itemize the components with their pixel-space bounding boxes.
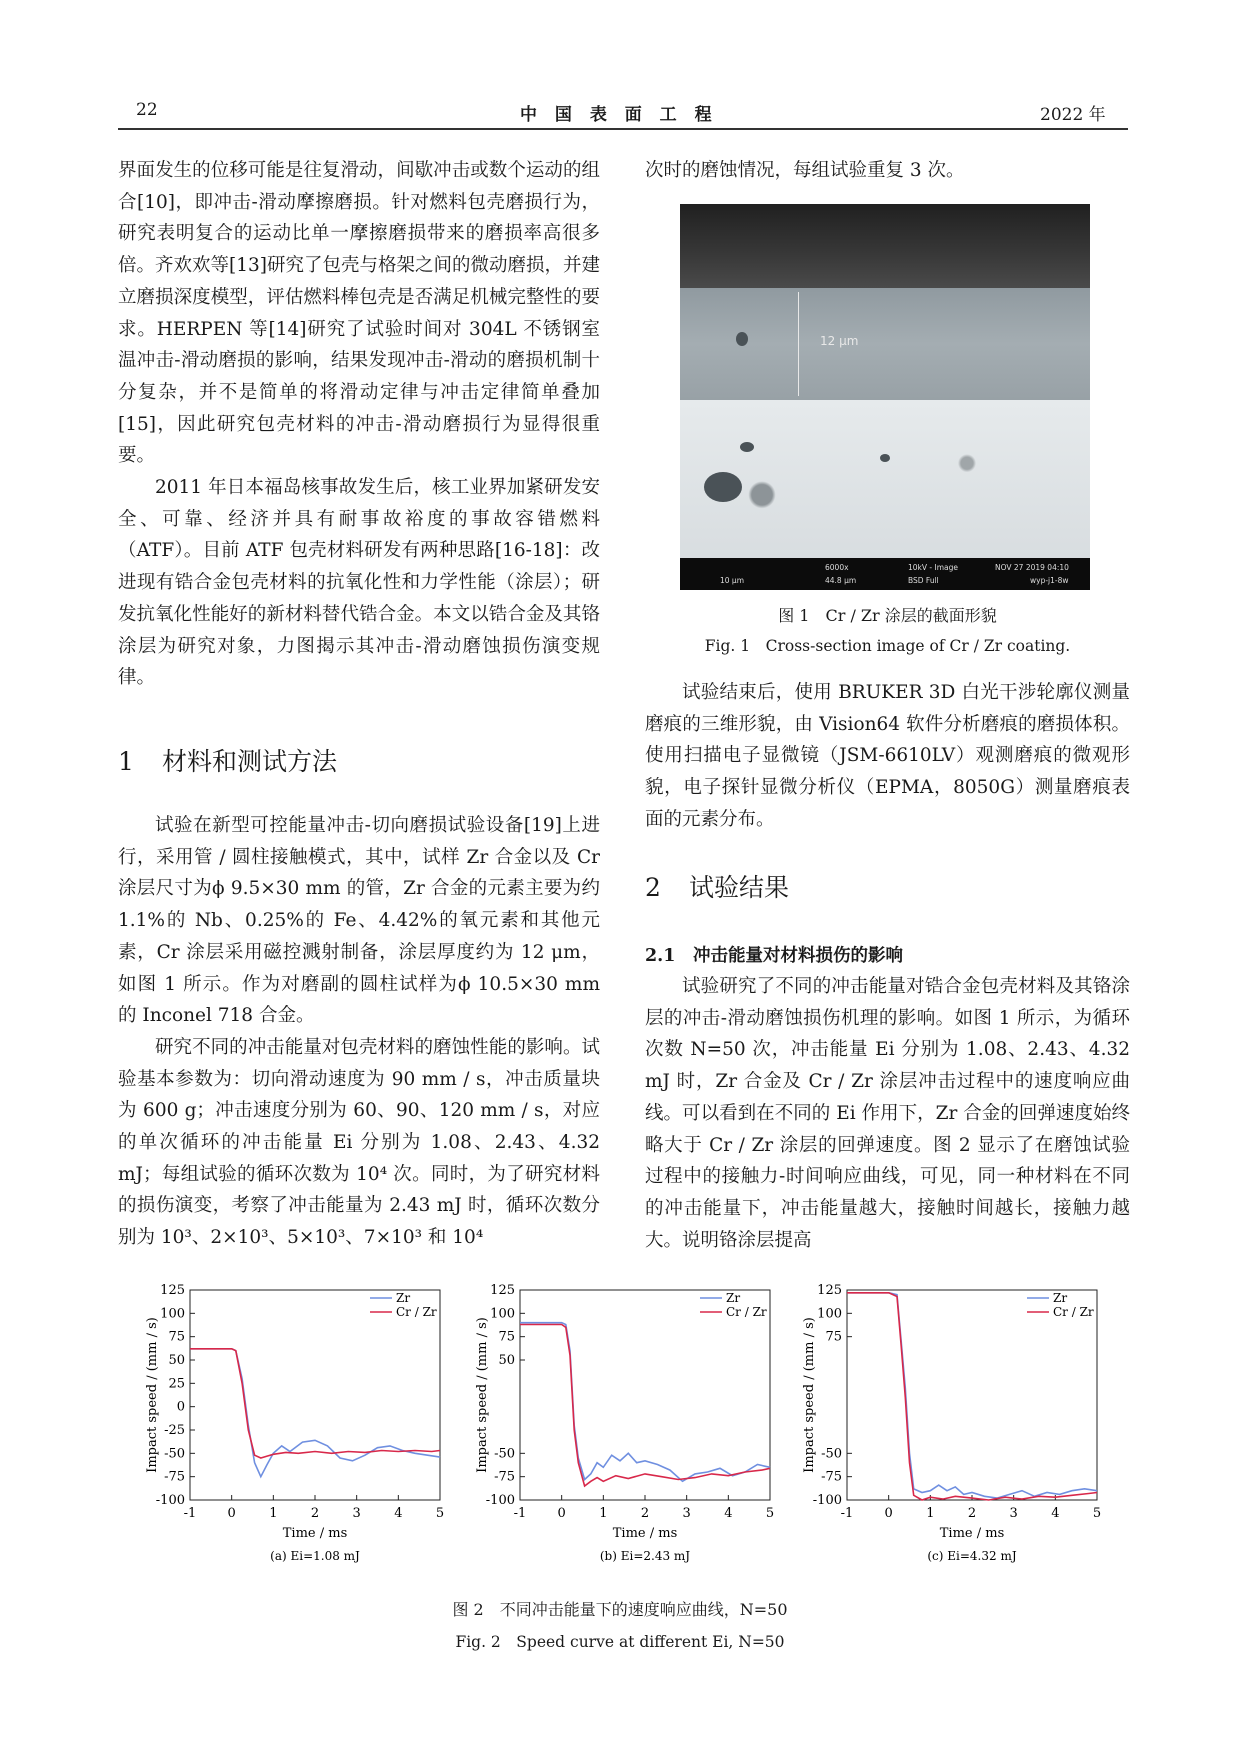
fig1-caption-cn: 图 1 Cr / Zr 涂层的截面形貌 [778,606,997,625]
y-tick-label: -75 [821,1469,842,1485]
sem-zr-substrate-layer [680,400,1090,558]
y-tick-label: 100 [490,1306,515,1322]
paragraph: 界面发生的位移可能是往复滑动，间歇冲击或数个运动的组合[10]，即冲击-滑动摩擦磨损。针对燃料包壳磨损行为，研究表明复合的运动比单一摩擦磨损带来的磨损率高很多倍。齐欢欢等[13]研究了包壳与格架之间的微动磨损，并建立磨损深度模型，评估燃料棒包壳是否满足机械完整性的要求。HERPEN 等[14]研究了试验时间对 304L 不锈钢室温冲击-滑动磨损的影响，结果发现冲击-滑动的磨损机制十分复杂，并不是简单的将滑动定律与冲击定律简单叠加[15]，因此研究包壳材料的冲击-滑动磨损行为显得很重要。 [118,160,600,467]
sem-magnification: 6000x [825,563,849,572]
paragraph: 试验研究了不同的冲击能量对锆合金包壳材料及其铬涂层的冲击-滑动磨蚀损伤机理的影响。如图 1 所示，为循环次数 N=50 次，冲击能量 Ei 分别为 1.08、2.43、4.32 mJ 时，Zr 合金及 Cr / Zr 涂层冲击过程中的速度响应曲线。可以看到在不同的 Ei 作用下，Zr 合金的回弹速度始终略大于 Cr / Zr 涂层的回弹速度。图 2 显示了在磨蚀试验过程中的接触力-时间响应曲线，可见，同一种材料在不同的冲击能量下，冲击能量越大，接触时间越长，接触力越大。说明铬涂层提高 [645,976,1130,1251]
header-rule [118,128,1128,130]
chart-svg [470,1280,800,1580]
y-axis-label: Impact speed / (mm / s) [475,1317,490,1473]
y-tick-label: -50 [164,1446,185,1462]
sem-id: wyp-j1-8w [1030,576,1069,585]
paragraph: 2011 年日本福岛核事故发生后，核工业界加紧研发安全、可靠、经济并具有耐事故裕度的事故容错燃料（ATF）。目前 ATF 包壳材料研发有两种思路[16-18]：改进现有锆合金包壳材料的抗氧化性和力学性能（涂层）；研发抗氧化性能好的新材料替代锆合金。本文以锆合金及其铬涂层为研究对象，力图揭示其冲击-滑动磨蚀损伤演变规律。 [118,477,600,689]
x-axis-label: Time / ms [939,1526,1005,1541]
year: 2022 年 [1040,105,1106,125]
sem-scalebar: 10 μm [720,576,745,585]
paragraph: 试验在新型可控能量冲击-切向磨损试验设备[19]上进行，采用管 / 圆柱接触模式，其中，试样 Zr 合金以及 Cr 涂层尺寸为ϕ 9.5×30 mm 的管，Zr 合金的元素主要为约 1.1%的 Nb、0.25%的 Fe、4.42%的氧元素和其他元素，Cr 涂层采用磁控溅射制备，涂层厚度约为 12 μm，如图 1 所示。作为对磨副的圆柱试样为ϕ 10.5×30 mm 的 Inconel 718 合金。 [118,815,600,1027]
page-number: 22 [136,100,158,120]
fig2-caption-cn: 图 2 不同冲击能量下的速度响应曲线，N=50 [452,1600,788,1619]
y-tick-label: -75 [164,1469,185,1485]
x-tick-label: 4 [724,1506,733,1521]
thickness-marker [798,292,799,396]
x-tick-label: -1 [183,1506,197,1521]
series-line-crzr [847,1293,1097,1500]
y-tick-label: -75 [494,1469,515,1485]
x-tick-label: 1 [599,1506,608,1521]
y-axis-label: Impact speed / (mm / s) [145,1317,160,1473]
right-column-top [645,155,1130,187]
x-tick-label: 1 [926,1506,935,1521]
y-tick-label: -25 [164,1423,185,1438]
sem-defect [736,332,748,346]
left-column-text-2 [118,810,600,1254]
y-tick-label: 125 [817,1283,842,1298]
legend-label: Zr [396,1291,411,1305]
x-tick-label: 2 [967,1506,977,1521]
chart-svg [797,1280,1127,1580]
section-title: 材料和测试方法 [162,747,338,776]
x-tick-label: 0 [227,1506,236,1521]
legend-label: Zr [726,1291,741,1305]
x-tick-label: 3 [682,1506,691,1521]
y-tick-label: 75 [498,1329,515,1345]
y-tick-label: 25 [168,1376,185,1392]
series-line-zr [847,1293,1097,1498]
x-tick-label: 1 [269,1506,278,1521]
chart-subtitle: (b) Ei=2.43 mJ [599,1549,691,1563]
sem-cross-section-image [680,204,1090,590]
x-tick-label: -1 [840,1506,854,1521]
x-tick-label: 5 [1092,1506,1102,1521]
y-tick-label: 75 [825,1329,842,1345]
y-tick-label: -100 [812,1493,842,1508]
x-tick-label: 0 [557,1506,566,1521]
fig2-caption-en: Fig. 2 Speed curve at different Ei, N=50 [455,1633,785,1651]
sem-date: NOV 27 2019 04:10 [995,563,1069,572]
y-tick-label: 125 [490,1283,515,1298]
sem-surface-layer [680,204,1090,288]
chart-svg [140,1280,470,1580]
x-axis-label: Time / ms [282,1526,348,1541]
section-1-heading [118,742,337,778]
plot-frame [190,1290,440,1500]
series-line-zr [190,1349,440,1477]
plot-frame [847,1290,1097,1500]
x-tick-label: 4 [394,1506,403,1521]
thickness-label: 12 μm [820,334,859,348]
sem-info-bar [680,558,1090,590]
x-tick-label: 5 [435,1506,445,1521]
sem-hfw: 44.8 μm [825,576,857,585]
series-line-crzr [520,1325,770,1487]
left-column-text [118,155,600,694]
chart-subtitle: (c) Ei=4.32 mJ [927,1549,1017,1563]
journal-title: 中 国 表 面 工 程 [520,105,718,125]
paragraph: 次时的磨蚀情况，每组试验重复 3 次。 [645,160,965,181]
section-title: 试验结果 [689,873,790,902]
speed-chart-a [140,1280,470,1580]
y-tick-label: 50 [168,1353,185,1368]
legend-label: Zr [1053,1291,1068,1305]
y-tick-label: 0 [176,1399,185,1415]
series-line-crzr [190,1349,440,1458]
y-tick-label: 125 [160,1283,185,1298]
right-column-results [645,971,1130,1256]
y-tick-label: 100 [817,1306,842,1322]
section-number: 1 [118,747,134,776]
y-tick-label: -100 [485,1493,515,1508]
x-tick-label: 2 [310,1506,320,1521]
x-tick-label: 0 [884,1506,893,1521]
right-column-methods [645,677,1130,836]
x-axis-label: Time / ms [612,1526,678,1541]
sem-defect [740,442,754,452]
x-tick-label: 2 [640,1506,650,1521]
sem-defect [704,472,742,502]
x-tick-label: 3 [1009,1506,1018,1521]
section-2-heading [645,868,789,904]
series-line-zr [520,1323,770,1482]
speed-chart-c [797,1280,1127,1580]
sem-defect [880,454,890,462]
paragraph: 试验结束后，使用 BRUKER 3D 白光干涉轮廓仪测量磨痕的三维形貌，由 Vision64 软件分析磨痕的磨损体积。使用扫描电子显微镜（JSM-6610LV）观测磨痕的微观形貌，电子探针显微分析仪（EPMA，8050G）测量磨痕表面的元素分布。 [645,682,1130,830]
legend-label: Cr / Zr [726,1305,767,1319]
plot-frame [520,1290,770,1500]
legend-label: Cr / Zr [396,1305,437,1319]
x-tick-label: 5 [765,1506,775,1521]
y-axis-label: Impact speed / (mm / s) [802,1317,817,1473]
y-tick-label: -50 [821,1446,842,1462]
chart-subtitle: (a) Ei=1.08 mJ [270,1549,360,1563]
section-number: 2 [645,873,661,902]
sem-detector: BSD Full [908,576,939,585]
legend-label: Cr / Zr [1053,1305,1094,1319]
x-tick-label: 3 [352,1506,361,1521]
x-tick-label: 4 [1051,1506,1060,1521]
y-tick-label: -100 [155,1493,185,1508]
subsection-2-1-heading: 2.1 冲击能量对材料损伤的影响 [645,946,903,966]
speed-chart-b [470,1280,800,1580]
sem-voltage: 10kV - Image [908,563,958,572]
x-tick-label: -1 [513,1506,527,1521]
y-tick-label: 100 [160,1306,185,1322]
y-tick-label: 50 [498,1353,515,1368]
y-tick-label: 75 [168,1329,185,1345]
y-tick-label: -50 [494,1446,515,1462]
fig1-caption-en: Fig. 1 Cross-section image of Cr / Zr coating. [704,637,1071,655]
paragraph: 研究不同的冲击能量对包壳材料的磨蚀性能的影响。试验基本参数为：切向滑动速度为 90 mm / s，冲击质量块为 600 g；冲击速度分别为 60、90、120 mm / s，对应的单次循环的冲击能量 Ei 分别为 1.08、2.43、4.32 mJ；每组试验的循环次数为 10⁴ 次。同时，为了研究材料的损伤演变，考察了冲击能量为 2.43 mJ 时，循环次数分别为 10³、2×10³、5×10³、7×10³ 和 10⁴ [118,1036,600,1249]
